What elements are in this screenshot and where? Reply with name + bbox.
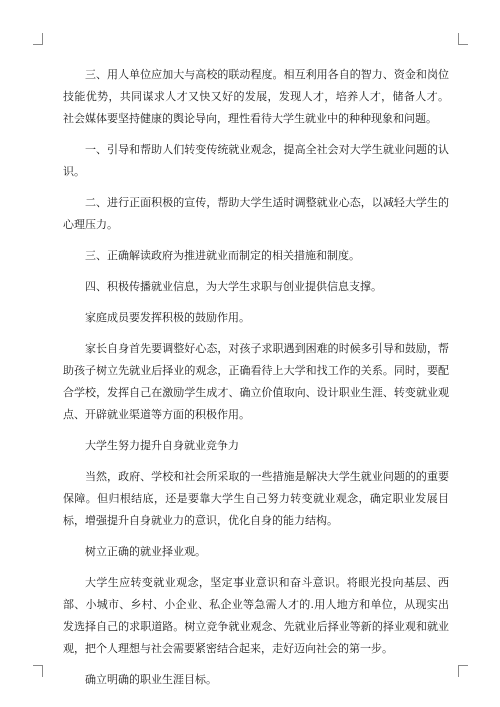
paragraph-guide-concepts: 一、引导和帮助人们转变传统就业观念，提高全社会对大学生就业问题的认识。 xyxy=(63,143,449,178)
paragraph-measures: 当然，政府、学校和社会所采取的一些措施是解决大学生就业问题的的重要保障。但归根结底，还是要靠大学生自己努力转变就业观念，确定职业发展目标，增强提升自身就业力的意识，优化自身的能力结构。 xyxy=(63,470,449,527)
paragraph-family-heading: 家庭成员要发挥积极的鼓励作用。 xyxy=(85,311,250,324)
paragraph-students-heading: 大学生努力提升自身就业竞争力 xyxy=(85,439,239,452)
crop-mark-top-left xyxy=(33,33,43,45)
paragraph-career-view-heading: 树立正确的就业择业观。 xyxy=(85,545,206,558)
paragraph-spread-info: 四、积极传播就业信息，为大学生求职与创业提供信息支撑。 xyxy=(85,280,382,293)
paragraph-career-goal-heading: 确立明确的职业生涯目标。 xyxy=(85,673,217,686)
paragraph-interpret-policies: 三、正确解读政府为推进就业而制定的相关措施和制度。 xyxy=(85,249,360,262)
document-body xyxy=(63,64,449,700)
paragraph-career-view: 大学生应转变就业观念，坚定事业意识和奋斗意识。将眼光投向基层、西部、小城市、乡村、小企业、私企业等急需人才的.用人地方和单位，从现实出发选择自己的求职道路。树立竞争就业观念、先就业后择业等新的择业观和就业观，把个人理想与社会需要紧密结合起来，走好迈向社会的第一步。 xyxy=(63,576,449,655)
crop-mark-bottom-right xyxy=(458,665,468,677)
paragraph-employer-linkage: 三、用人单位应加大与高校的联动程度。相互利用各自的智力、资金和岗位技能优势，共同谋求人才又快又好的发展，发现人才，培养人才，储备人才。 社会媒体要坚持健康的舆论导向，理性看待大学生就业中的种种现象和问题。 xyxy=(63,68,449,125)
crop-mark-bottom-left xyxy=(33,665,43,677)
paragraph-positive-publicity: 二、进行正面积极的宣传，帮助大学生适时调整就业心态，以减轻大学生的心理压力。 xyxy=(63,196,449,231)
paragraph-parents: 家长自身首先要调整好心态，对孩子求职遇到困难的时候多引导和鼓励，帮助孩子树立先就业后择业的观念，正确看待上大学和找工作的关系。同时，要配合学校，发挥自己在激励学生成才、确立价值取向、设计职业生涯、转变就业观点、开辟就业渠道等方面的积极作用。 xyxy=(63,342,449,421)
crop-mark-top-right xyxy=(458,33,468,45)
